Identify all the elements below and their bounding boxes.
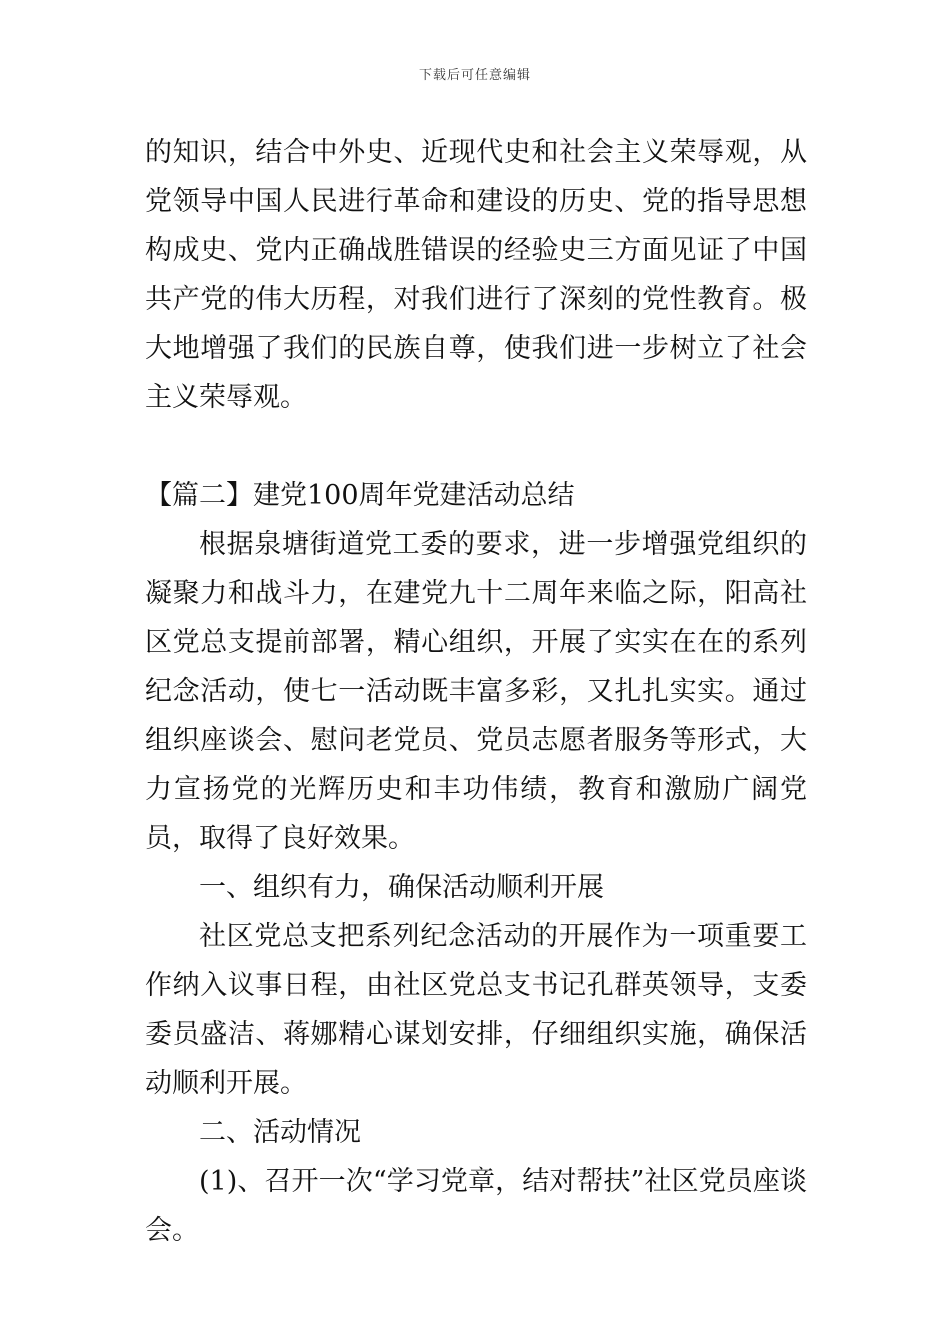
heading-one: 一、组织有力，确保活动顺利开展 <box>199 872 604 903</box>
document-body <box>145 128 807 1255</box>
paragraph-gap <box>145 422 807 471</box>
paragraph-one: 社区党总支把系列纪念活动的开展作为一项重要工作纳入议事日程，由社区党总支书记孔群英领导，支委委员盛洁、蒋娜精心谋划安排，仔细组织实施，确保活动顺利开展。 <box>145 921 807 1099</box>
continuation-paragraph: 的知识，结合中外史、近现代史和社会主义荣辱观，从党领导中国人民进行革命和建设的历史、党的指导思想构成史、党内正确战胜错误的经验史三方面见证了中国共产党的伟大历程，对我们进行了深刻的党性教育。极大地增强了我们的民族自尊，使我们进一步树立了社会主义荣辱观。 <box>145 137 807 413</box>
intro-paragraph: 根据泉塘街道党工委的要求，进一步增强党组织的凝聚力和战斗力，在建党九十二周年来临之际，阳高社区党总支提前部署，精心组织，开展了实实在在的系列纪念活动，使七一活动既丰富多彩，又扎扎实实。通过组织座谈会、慰问老党员、党员志愿者服务等形式，大力宣扬党的光辉历史和丰功伟绩，教育和激励广阔党员，取得了良好效果。 <box>145 529 807 854</box>
item-one: (1)、召开一次“学习党章，结对帮扶”社区党员座谈会。 <box>145 1166 807 1246</box>
heading-two: 二、活动情况 <box>199 1117 361 1148</box>
header-note: 下载后可任意编辑 <box>418 68 531 83</box>
section-title: 【篇二】建党100周年党建活动总结 <box>145 480 575 511</box>
